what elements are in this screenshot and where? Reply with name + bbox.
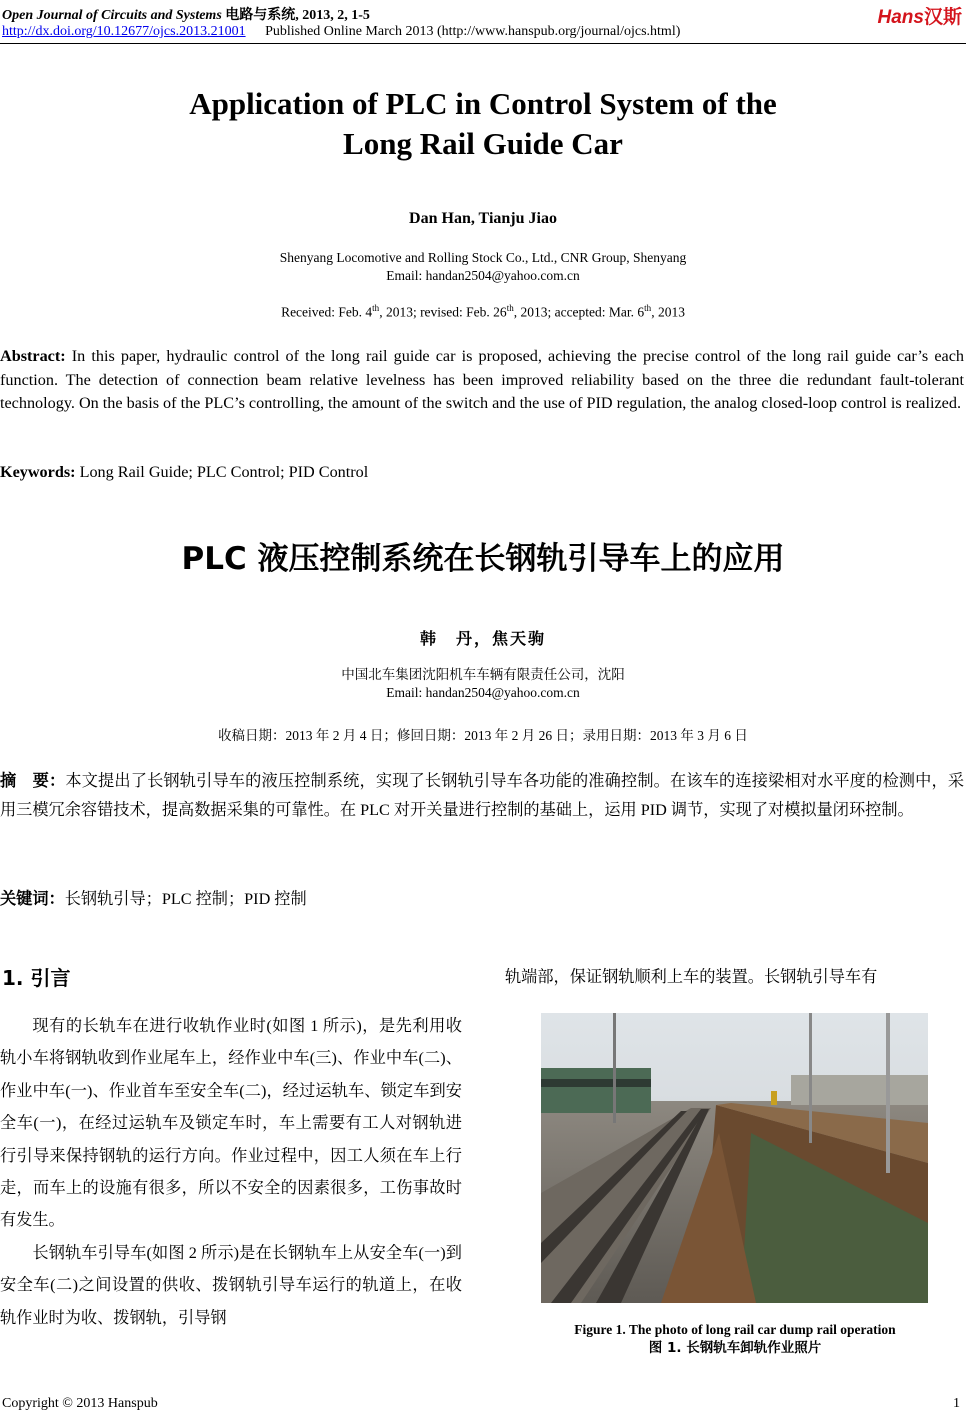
revised-sup: th <box>506 303 514 313</box>
figure-1-photo <box>541 1013 928 1303</box>
copyright: Copyright © 2013 Hanspub <box>2 1396 158 1411</box>
rail-car-photo <box>541 1013 928 1303</box>
cn-abstract <box>0 766 964 825</box>
authors: Dan Han, Tianju Jiao <box>409 210 557 227</box>
published-online: Published Online March 2013 (http://www.hanspub.org/journal/ojcs.html) <box>265 24 681 39</box>
cn-affiliation <box>0 666 966 702</box>
journal-name: Open Journal of Circuits and Systems <box>2 8 222 23</box>
caption-cn: 图 1. 长钢轨车卸轨作业照片 <box>648 1340 822 1356</box>
paper-title <box>0 84 966 164</box>
affiliation <box>0 249 966 285</box>
email: Email: handan2504@yahoo.com.cn <box>386 268 580 283</box>
revised: , 2013; revised: Feb. 26 <box>379 304 507 320</box>
cn-dates: 收稿日期：2013 年 2 月 4 日；修回日期：2013 年 2 月 26 日；录用日期：2013 年 3 月 6 日 <box>218 728 748 743</box>
cn-abstract-label: 摘 要： <box>0 771 66 790</box>
hanspub-logo <box>878 2 962 29</box>
cn-authors: 韩 丹，焦天驹 <box>419 629 546 648</box>
title-line-1: Application of PLC in Control System of the <box>189 86 777 121</box>
logo-cn: 汉斯 <box>923 7 962 28</box>
received: Received: Feb. 4 <box>281 304 373 320</box>
abstract <box>0 345 964 416</box>
keywords <box>0 461 964 485</box>
paragraph: 现有的长轨车在进行收轨作业时(如图 1 所示)，是先利用收轨小车将钢轨收到作业尾车上，经作业中车(三)、作业中车(二)、作业中车(一)、作业首车至安全车(二)，经过运轨车、锁定车到安全车(一)，在经过运轨车及锁定车时，车上需要有工人对钢轨进行引导来保持钢轨的运行方向。作业过程中，因工人须在车上行走，而车上的设施有很多，所以不安全的因素很多，工伤事故时有发生。 <box>0 1017 462 1230</box>
cn-keywords-text: 长钢轨引导；PLC 控制；PID 控制 <box>64 890 307 908</box>
paragraph: 长钢轨车引导车(如图 2 所示)是在长钢轨车上从安全车(一)到安全车(二)之间设置的供收、拨钢轨引导车运行的轨道上，在收轨作业时为收、拨钢轨，引导钢 <box>0 1243 462 1327</box>
logo-latin: Hans <box>877 7 924 28</box>
cn-title: PLC 液压控制系统在长钢轨引导车上的应用 <box>181 541 785 577</box>
cn-abstract-text: 本文提出了长钢轨引导车的液压控制系统，实现了长钢轨引导车各功能的准确控制。在该车的连接梁相对水平度的检测中，采用三模冗余容错技术，提高数据采集的可靠性。在 PLC 对开关量进行控制的基础上，运用 PID 调节，实现了对模拟量闭环控制。 <box>0 772 965 819</box>
page-number: 1 <box>953 1396 960 1411</box>
cn-affiliation-text: 中国北车集团沈阳机车车辆有限责任公司，沈阳 <box>341 667 625 682</box>
cn-keywords <box>0 884 964 914</box>
section-heading: 1. 引言 <box>2 966 71 990</box>
dates <box>0 303 966 321</box>
keywords-label: Keywords: <box>0 463 76 481</box>
title-line-2: Long Rail Guide Car <box>343 126 623 161</box>
doi-line <box>2 24 680 40</box>
received-sup: th <box>372 303 380 313</box>
right-column-text: 轨端部，保证钢轨顺利上车的装置。长钢轨引导车有 <box>505 968 878 986</box>
header-rule <box>0 43 966 44</box>
cn-email: Email: handan2504@yahoo.com.cn <box>386 685 580 700</box>
affiliation-text: Shenyang Locomotive and Rolling Stock Co., Ltd., CNR Group, Shenyang <box>279 250 687 265</box>
figure-1-caption <box>505 1320 965 1358</box>
accepted: , 2013; accepted: Mar. 6 <box>513 304 645 320</box>
caption-en: Figure 1. The photo of long rail car dump rail operation <box>574 1322 896 1337</box>
journal-issue: 电路与系统, 2013, 2, 1-5 <box>225 8 370 23</box>
left-column <box>0 1010 462 1334</box>
journal-header <box>2 4 370 24</box>
abstract-text: In this paper, hydraulic control of the long rail guide car is proposed, achieving the precise control of the long rail guide car’s each function. The detection of connection beam relative levelness has been improved reliability based on the three die redundant fault-tolerant technology. On the basis of the PLC’s controlling, the amount of the switch and the use of PID regulation, the analog closed-loop control is realized. <box>0 347 964 412</box>
accepted-year: , 2013 <box>651 304 685 320</box>
cn-keywords-label: 关键词： <box>0 889 65 908</box>
abstract-label: Abstract: <box>0 347 66 365</box>
keywords-text: Long Rail Guide; PLC Control; PID Control <box>75 463 369 481</box>
accepted-sup: th <box>644 303 652 313</box>
doi-link[interactable]: http://dx.doi.org/10.12677/ojcs.2013.21001 <box>2 24 246 39</box>
